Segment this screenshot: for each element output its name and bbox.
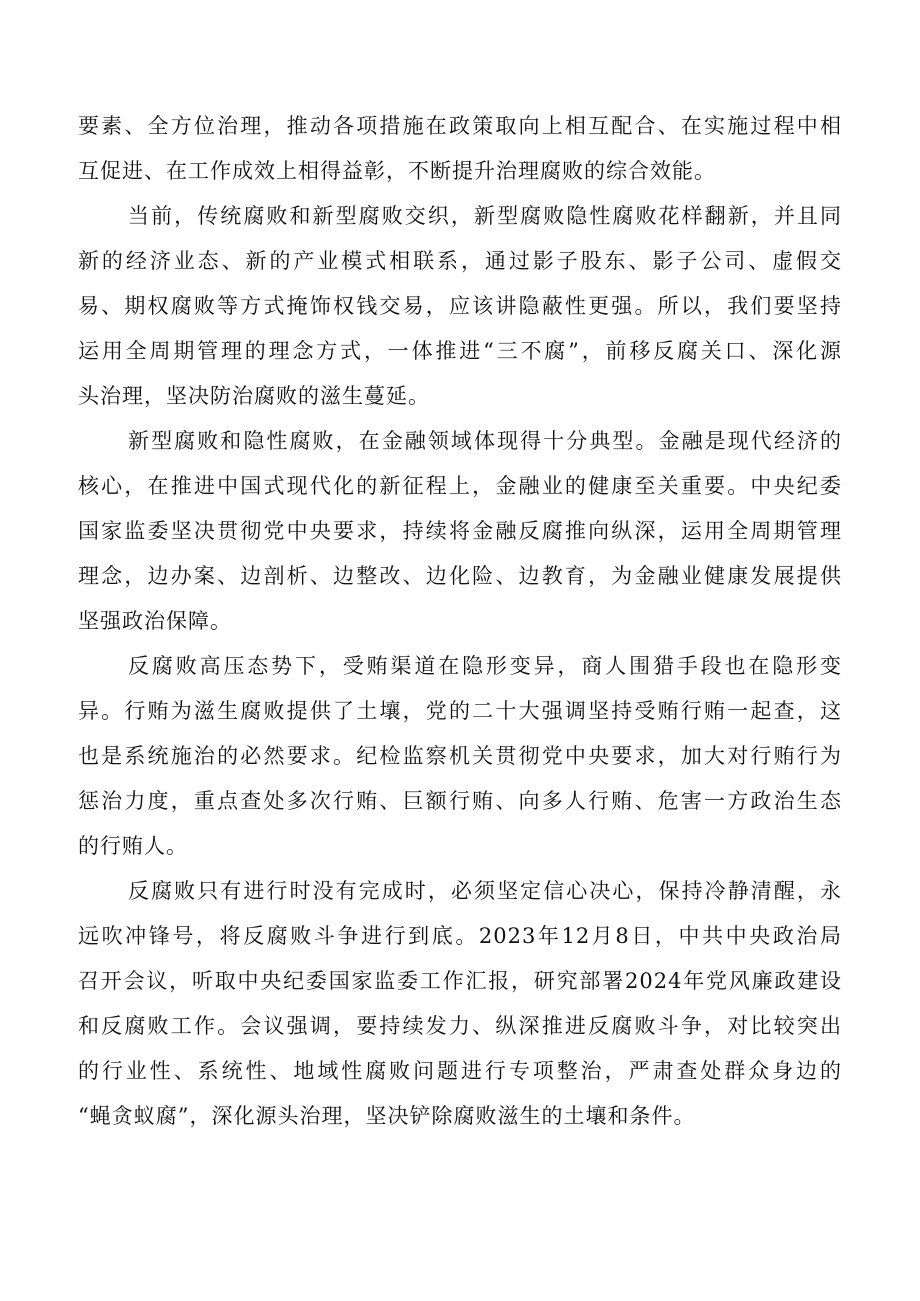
text-line: 惩治力度，重点查处多次行贿、巨额行贿、向多人行贿、危害一方政治生态 xyxy=(78,789,842,813)
text-line: 新的经济业态、新的产业模式相联系，通过影子股东、影子公司、虚假交 xyxy=(78,249,842,273)
text-line: 易、期权腐败等方式掩饰权钱交易，应该讲隐蔽性更强。所以，我们要坚持 xyxy=(78,294,842,318)
text-line: “蝇贪蚁腐”，深化源头治理，坚决铲除腐败滋生的土壤和条件。 xyxy=(78,1104,696,1128)
text-line: 坚强政治保障。 xyxy=(78,609,232,633)
paragraph-5 xyxy=(78,869,842,1139)
paragraph-3 xyxy=(78,419,842,644)
paragraph-1 xyxy=(78,104,842,194)
text-line: 反腐败只有进行时没有完成时，必须坚定信心决心，保持冷静清醒，永 xyxy=(128,879,842,903)
text-line: 召开会议，听取中央纪委国家监委工作汇报，研究部署2024年党风廉政建设 xyxy=(78,969,842,993)
text-line: 也是系统施治的必然要求。纪检监察机关贯彻党中央要求，加大对行贿行为 xyxy=(78,744,842,768)
paragraph-4 xyxy=(78,644,842,869)
text-line: 当前，传统腐败和新型腐败交织，新型腐败隐性腐败花样翻新，并且同 xyxy=(128,204,842,228)
text-line: 的行贿人。 xyxy=(78,834,188,858)
text-line: 国家监委坚决贯彻党中央要求，持续将金融反腐推向纵深，运用全周期管理 xyxy=(78,519,842,543)
paragraph-2 xyxy=(78,194,842,419)
text-line: 头治理，坚决防治腐败的滋生蔓延。 xyxy=(78,384,430,408)
text-line: 远吹冲锋号，将反腐败斗争进行到底。2023年12月8日，中共中央政治局 xyxy=(78,924,842,948)
text-line: 异。行贿为滋生腐败提供了土壤，党的二十大强调坚持受贿行贿一起查，这 xyxy=(78,699,842,723)
text-line: 新型腐败和隐性腐败，在金融领域体现得十分典型。金融是现代经济的 xyxy=(128,429,842,453)
text-line: 核心，在推进中国式现代化的新征程上，金融业的健康至关重要。中央纪委 xyxy=(78,474,842,498)
text-line: 运用全周期管理的理念方式，一体推进“三不腐”，前移反腐关口、深化源 xyxy=(78,339,842,363)
text-line: 理念，边办案、边剖析、边整改、边化险、边教育，为金融业健康发展提供 xyxy=(78,564,842,588)
text-line: 反腐败高压态势下，受贿渠道在隐形变异，商人围猎手段也在隐形变 xyxy=(128,654,842,678)
text-line: 和反腐败工作。会议强调，要持续发力、纵深推进反腐败斗争，对比较突出 xyxy=(78,1014,842,1038)
text-line: 的行业性、系统性、地域性腐败问题进行专项整治，严肃查处群众身边的 xyxy=(78,1059,842,1083)
text-line: 互促进、在工作成效上相得益彰，不断提升治理腐败的综合效能。 xyxy=(78,159,716,183)
text-line: 要素、全方位治理，推动各项措施在政策取向上相互配合、在实施过程中相 xyxy=(78,114,842,138)
